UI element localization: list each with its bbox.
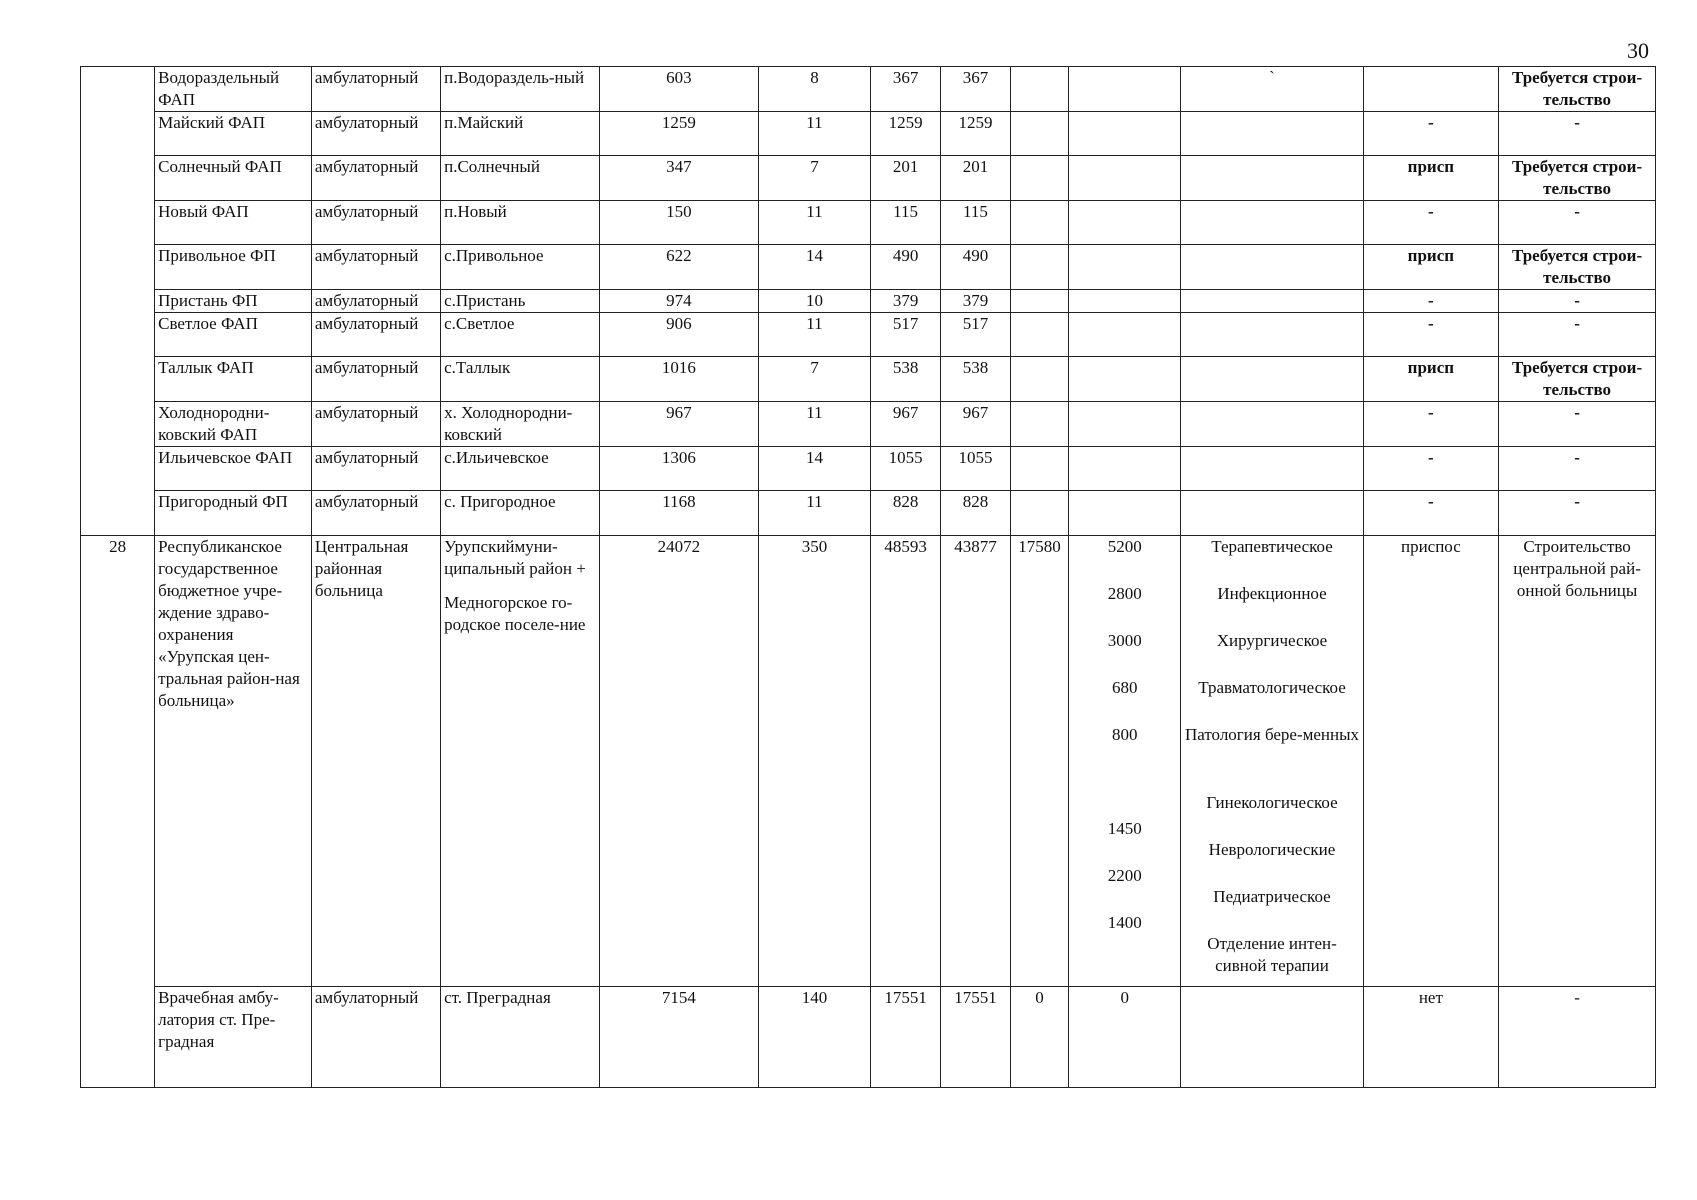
value-cell <box>1181 112 1363 156</box>
value-cell: 48593 <box>871 535 941 986</box>
row-number <box>81 491 155 536</box>
row-number <box>81 156 155 201</box>
value-cell: 115 <box>871 201 941 245</box>
requirement-value: - <box>1499 491 1656 536</box>
facility-name: Пригородный ФП <box>155 491 312 536</box>
facility-name: Привольное ФП <box>155 245 312 290</box>
facility-location: п.Водораздель-ный <box>441 67 600 112</box>
row-number <box>81 313 155 357</box>
table-row <box>81 402 1656 447</box>
population-value: 906 <box>599 313 758 357</box>
requirement-value: Требуется строи-тельство <box>1499 245 1656 290</box>
population-value: 967 <box>599 402 758 447</box>
staff-value: 10 <box>758 290 870 313</box>
facility-type: Центральная районная больница <box>311 535 440 986</box>
value-cell <box>1010 201 1068 245</box>
department-name: Инфекционное <box>1217 583 1327 603</box>
value-cell: 43877 <box>941 535 1011 986</box>
value-cell: 201 <box>941 156 1011 201</box>
population-value: 1016 <box>599 357 758 402</box>
table-row <box>81 156 1656 201</box>
facility-location: с.Ильичевское <box>441 447 600 491</box>
facility-type: амбулаторный <box>311 313 440 357</box>
beds-value: 3000 <box>1107 630 1142 650</box>
population-value: 7154 <box>599 986 758 1087</box>
value-cell: 490 <box>871 245 941 290</box>
value-cell: 490 <box>941 245 1011 290</box>
requirement-value: - <box>1499 447 1656 491</box>
note-value: приспос <box>1363 535 1499 986</box>
value-cell: 1259 <box>941 112 1011 156</box>
value-cell: 379 <box>871 290 941 313</box>
staff-value: 350 <box>758 535 870 986</box>
table-row <box>81 201 1656 245</box>
table-row <box>81 245 1656 290</box>
table-row <box>81 67 1656 112</box>
facility-name: Таллык ФАП <box>155 357 312 402</box>
department-name: Отделение интен-сивной терапии <box>1207 933 1337 975</box>
value-cell <box>1010 357 1068 402</box>
facility-name: Холоднородни-ковский ФАП <box>155 402 312 447</box>
facility-type: амбулаторный <box>311 112 440 156</box>
value-cell: 367 <box>871 67 941 112</box>
facility-location: с.Светлое <box>441 313 600 357</box>
value-cell <box>1010 156 1068 201</box>
value-cell: 379 <box>941 290 1011 313</box>
note-value: - <box>1363 447 1499 491</box>
row-number <box>81 447 155 491</box>
value-cell: 1259 <box>871 112 941 156</box>
note-value <box>1363 67 1499 112</box>
department-name: Неврологические <box>1208 839 1336 859</box>
value-cell <box>1069 245 1181 290</box>
beds-value: 800 <box>1112 724 1138 744</box>
value-cell: 17551 <box>871 986 941 1087</box>
value-cell <box>1181 357 1363 402</box>
page-number: 30 <box>1627 38 1649 63</box>
value-cell <box>1181 447 1363 491</box>
beds-value: 680 <box>1112 677 1138 697</box>
staff-value: 14 <box>758 447 870 491</box>
value-cell <box>1010 402 1068 447</box>
value-cell <box>1069 112 1181 156</box>
population-value: 1306 <box>599 447 758 491</box>
facility-location: п.Майский <box>441 112 600 156</box>
staff-value: 8 <box>758 67 870 112</box>
table-row <box>81 313 1656 357</box>
facility-name: Врачебная амбу-латория ст. Пре-градная <box>155 986 312 1087</box>
value-cell <box>1069 491 1181 536</box>
table-row <box>81 535 1656 986</box>
requirement-value: - <box>1499 290 1656 313</box>
facility-type: амбулаторный <box>311 156 440 201</box>
facility-type: амбулаторный <box>311 245 440 290</box>
value-cell <box>1010 313 1068 357</box>
note-value: присп <box>1363 156 1499 201</box>
note-value: - <box>1363 313 1499 357</box>
population-value: 603 <box>599 67 758 112</box>
facility-location: с.Привольное <box>441 245 600 290</box>
value-cell: 201 <box>871 156 941 201</box>
note-value: присп <box>1363 357 1499 402</box>
facility-type: амбулаторный <box>311 67 440 112</box>
department-name: Патология бере-менных <box>1184 724 1360 744</box>
value-cell: 828 <box>871 491 941 536</box>
facility-location <box>441 535 600 986</box>
requirement-value: Требуется строи-тельство <box>1499 67 1656 112</box>
value-cell <box>1069 402 1181 447</box>
population-value: 24072 <box>599 535 758 986</box>
department-name: Педиатрическое <box>1213 886 1331 906</box>
facility-location: ст. Преградная <box>441 986 600 1087</box>
table-row <box>81 290 1656 313</box>
location-line: Медногорское го-родское поселе-ние <box>444 592 586 634</box>
value-cell: 17580 <box>1010 535 1068 986</box>
staff-value: 7 <box>758 357 870 402</box>
table-row <box>81 986 1656 1087</box>
facility-location: с.Таллык <box>441 357 600 402</box>
value-cell <box>1010 290 1068 313</box>
value-cell: 367 <box>941 67 1011 112</box>
facility-type: амбулаторный <box>311 290 440 313</box>
beds-value: 1400 <box>1107 912 1142 932</box>
requirement-value: Требуется строи-тельство <box>1499 357 1656 402</box>
beds-value: 5200 <box>1107 536 1142 556</box>
facility-type: амбулаторный <box>311 447 440 491</box>
facility-name: Водораздельный ФАП <box>155 67 312 112</box>
facility-type: амбулаторный <box>311 402 440 447</box>
beds-list <box>1069 535 1181 986</box>
staff-value: 11 <box>758 402 870 447</box>
note-value: - <box>1363 290 1499 313</box>
row-number <box>81 402 155 447</box>
requirement-value: - <box>1499 201 1656 245</box>
note-value: - <box>1363 402 1499 447</box>
requirement-value: Строительство центральной рай-онной больницы <box>1499 535 1656 986</box>
note-value: - <box>1363 112 1499 156</box>
facility-location: п.Солнечный <box>441 156 600 201</box>
department-name: Терапевтическое <box>1211 536 1333 556</box>
requirement-value: - <box>1499 986 1656 1087</box>
facility-name: Пристань ФП <box>155 290 312 313</box>
departments-list <box>1181 535 1363 986</box>
value-cell: 0 <box>1069 986 1181 1087</box>
beds-value: 1450 <box>1107 818 1142 838</box>
value-cell: 538 <box>871 357 941 402</box>
value-cell <box>1181 986 1363 1087</box>
requirement-value: - <box>1499 313 1656 357</box>
value-cell <box>1010 112 1068 156</box>
facility-name: Солнечный ФАП <box>155 156 312 201</box>
value-cell: 967 <box>871 402 941 447</box>
facility-name: Новый ФАП <box>155 201 312 245</box>
population-value: 1259 <box>599 112 758 156</box>
beds-value: 2800 <box>1107 583 1142 603</box>
value-cell <box>1181 402 1363 447</box>
note-value: присп <box>1363 245 1499 290</box>
value-cell <box>1181 156 1363 201</box>
value-cell <box>1069 67 1181 112</box>
staff-value: 11 <box>758 112 870 156</box>
value-cell <box>1181 290 1363 313</box>
row-number <box>81 245 155 290</box>
value-cell <box>1181 491 1363 536</box>
staff-value: 11 <box>758 201 870 245</box>
value-cell: 115 <box>941 201 1011 245</box>
requirement-value: Требуется строи-тельство <box>1499 156 1656 201</box>
note-value: - <box>1363 491 1499 536</box>
value-cell <box>1181 245 1363 290</box>
table-row <box>81 357 1656 402</box>
facilities-table <box>80 66 1656 1088</box>
facility-type: амбулаторный <box>311 201 440 245</box>
department-name: Травматологическое <box>1198 677 1346 697</box>
value-cell <box>1069 447 1181 491</box>
row-number <box>81 357 155 402</box>
value-cell: 538 <box>941 357 1011 402</box>
facility-name: Ильичевское ФАП <box>155 447 312 491</box>
facility-location: с.Пристань <box>441 290 600 313</box>
row-number <box>81 290 155 313</box>
value-cell <box>1010 447 1068 491</box>
staff-value: 11 <box>758 313 870 357</box>
value-cell: 967 <box>941 402 1011 447</box>
row-number <box>81 67 155 112</box>
facility-location: п.Новый <box>441 201 600 245</box>
staff-value: 140 <box>758 986 870 1087</box>
staff-value: 7 <box>758 156 870 201</box>
population-value: 347 <box>599 156 758 201</box>
department-name: Гинекологическое <box>1206 792 1338 812</box>
row-number <box>81 112 155 156</box>
value-cell: 1055 <box>941 447 1011 491</box>
table-row <box>81 112 1656 156</box>
department-name: Хирургическое <box>1216 630 1328 650</box>
value-cell <box>1010 491 1068 536</box>
population-value: 974 <box>599 290 758 313</box>
row-number: 28 <box>81 535 155 1087</box>
value-cell: 517 <box>871 313 941 357</box>
facility-name: Майский ФАП <box>155 112 312 156</box>
facility-name: Светлое ФАП <box>155 313 312 357</box>
value-cell <box>1069 156 1181 201</box>
value-cell <box>1010 245 1068 290</box>
requirement-value: - <box>1499 402 1656 447</box>
requirement-value: - <box>1499 112 1656 156</box>
facility-type: амбулаторный <box>311 986 440 1087</box>
value-cell <box>1181 313 1363 357</box>
staff-value: 14 <box>758 245 870 290</box>
beds-value: 2200 <box>1107 865 1142 885</box>
population-value: 1168 <box>599 491 758 536</box>
value-cell <box>1069 357 1181 402</box>
facility-location: х. Холоднородни-ковский <box>441 402 600 447</box>
value-cell: ` <box>1181 67 1363 112</box>
value-cell: 517 <box>941 313 1011 357</box>
value-cell: 17551 <box>941 986 1011 1087</box>
table-row <box>81 491 1656 536</box>
note-value: нет <box>1363 986 1499 1087</box>
population-value: 622 <box>599 245 758 290</box>
value-cell <box>1069 290 1181 313</box>
value-cell <box>1069 201 1181 245</box>
value-cell <box>1010 67 1068 112</box>
facility-location: с. Пригородное <box>441 491 600 536</box>
value-cell: 0 <box>1010 986 1068 1087</box>
value-cell: 1055 <box>871 447 941 491</box>
facility-name: Республиканское государственное бюджетное учре-ждение здраво-охранения «Урупская цен-тральная район-ная больница» <box>155 535 312 986</box>
value-cell <box>1181 201 1363 245</box>
fap-rows-body <box>81 67 1656 536</box>
row-number <box>81 201 155 245</box>
staff-value: 11 <box>758 491 870 536</box>
facility-type: амбулаторный <box>311 357 440 402</box>
note-value: - <box>1363 201 1499 245</box>
facility-type: амбулаторный <box>311 491 440 536</box>
hospital-body <box>81 535 1656 1087</box>
value-cell: 828 <box>941 491 1011 536</box>
table-row <box>81 447 1656 491</box>
population-value: 150 <box>599 201 758 245</box>
value-cell <box>1069 313 1181 357</box>
location-line: Урупскиймуни-ципальный район + <box>444 536 586 578</box>
